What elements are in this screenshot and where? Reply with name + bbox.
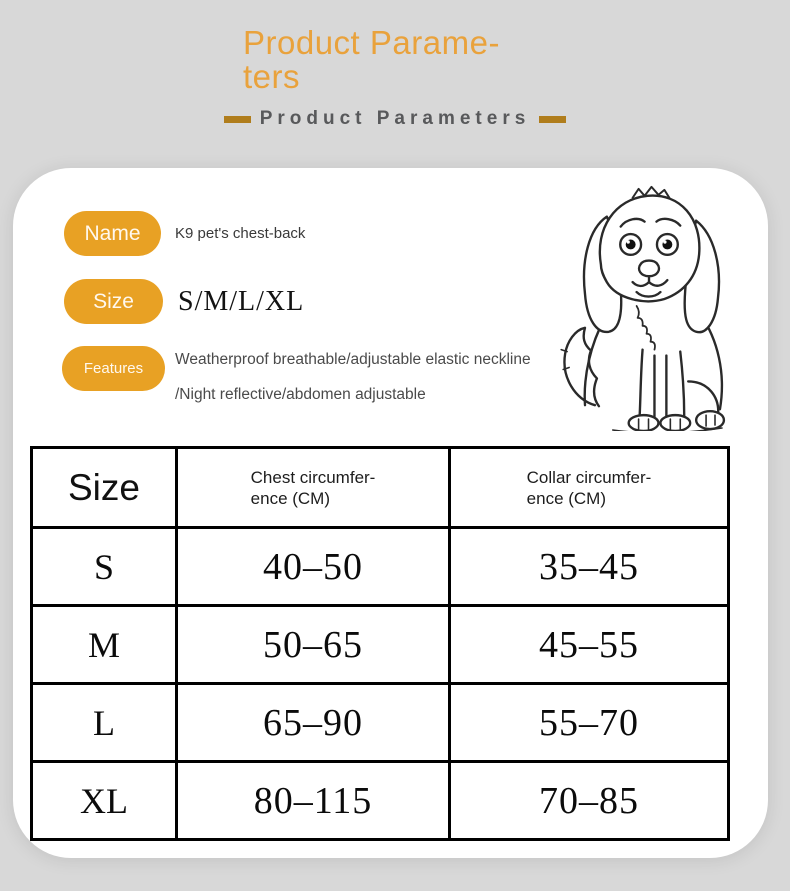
- row-l-collar: 55–70: [450, 684, 729, 762]
- row-l-chest: 65–90: [177, 684, 450, 762]
- row-xl-chest: 80–115: [177, 762, 450, 840]
- page-title: [243, 26, 543, 94]
- features-pill-label: Features: [83, 360, 144, 377]
- size-pill-label: Size: [93, 289, 134, 313]
- puppy-illustration-icon: [543, 173, 758, 431]
- name-pill-label: Name: [84, 221, 141, 245]
- page-title-line1: Product Parame-: [243, 24, 500, 61]
- header-cell-collar: [450, 448, 729, 528]
- page-title-line2: ters: [243, 58, 301, 95]
- header-chest-line1: Chest circumfer-: [250, 467, 376, 487]
- table-row: [32, 684, 729, 762]
- header-collar-line1: Collar circumfer-: [526, 467, 652, 487]
- name-pill: [64, 211, 161, 256]
- left-dash-icon: [224, 116, 251, 123]
- name-value: K9 pet's chest-back: [175, 225, 306, 242]
- section-heading: [0, 108, 790, 130]
- features-value: [175, 350, 545, 405]
- right-dash-icon: [539, 116, 566, 123]
- row-m-size: M: [32, 606, 177, 684]
- header-chest-line2: ence (CM): [250, 488, 331, 508]
- product-card: [13, 168, 768, 858]
- size-value: S/M/L/XL: [178, 285, 305, 317]
- features-value-line2: /Night reflective/abdomen adjustable: [175, 386, 426, 403]
- row-s-chest: 40–50: [177, 528, 450, 606]
- header-cell-chest: [177, 448, 450, 528]
- size-chart-table: [30, 446, 730, 841]
- section-heading-label: Product Parameters: [259, 108, 531, 129]
- size-pill: [64, 279, 163, 324]
- row-xl-size: XL: [32, 762, 177, 840]
- table-row: [32, 528, 729, 606]
- table-row: [32, 762, 729, 840]
- row-s-size: S: [32, 528, 177, 606]
- row-xl-collar: 70–85: [450, 762, 729, 840]
- table-header-row: [32, 448, 729, 528]
- row-l-size: L: [32, 684, 177, 762]
- features-value-line1: Weatherproof breathable/adjustable elastic neckline: [175, 351, 531, 368]
- row-s-collar: 35–45: [450, 528, 729, 606]
- features-pill: [62, 346, 165, 391]
- header-cell-size: Size: [32, 448, 177, 528]
- row-m-chest: 50–65: [177, 606, 450, 684]
- table-row: [32, 606, 729, 684]
- header-collar-line2: ence (CM): [526, 488, 607, 508]
- row-m-collar: 45–55: [450, 606, 729, 684]
